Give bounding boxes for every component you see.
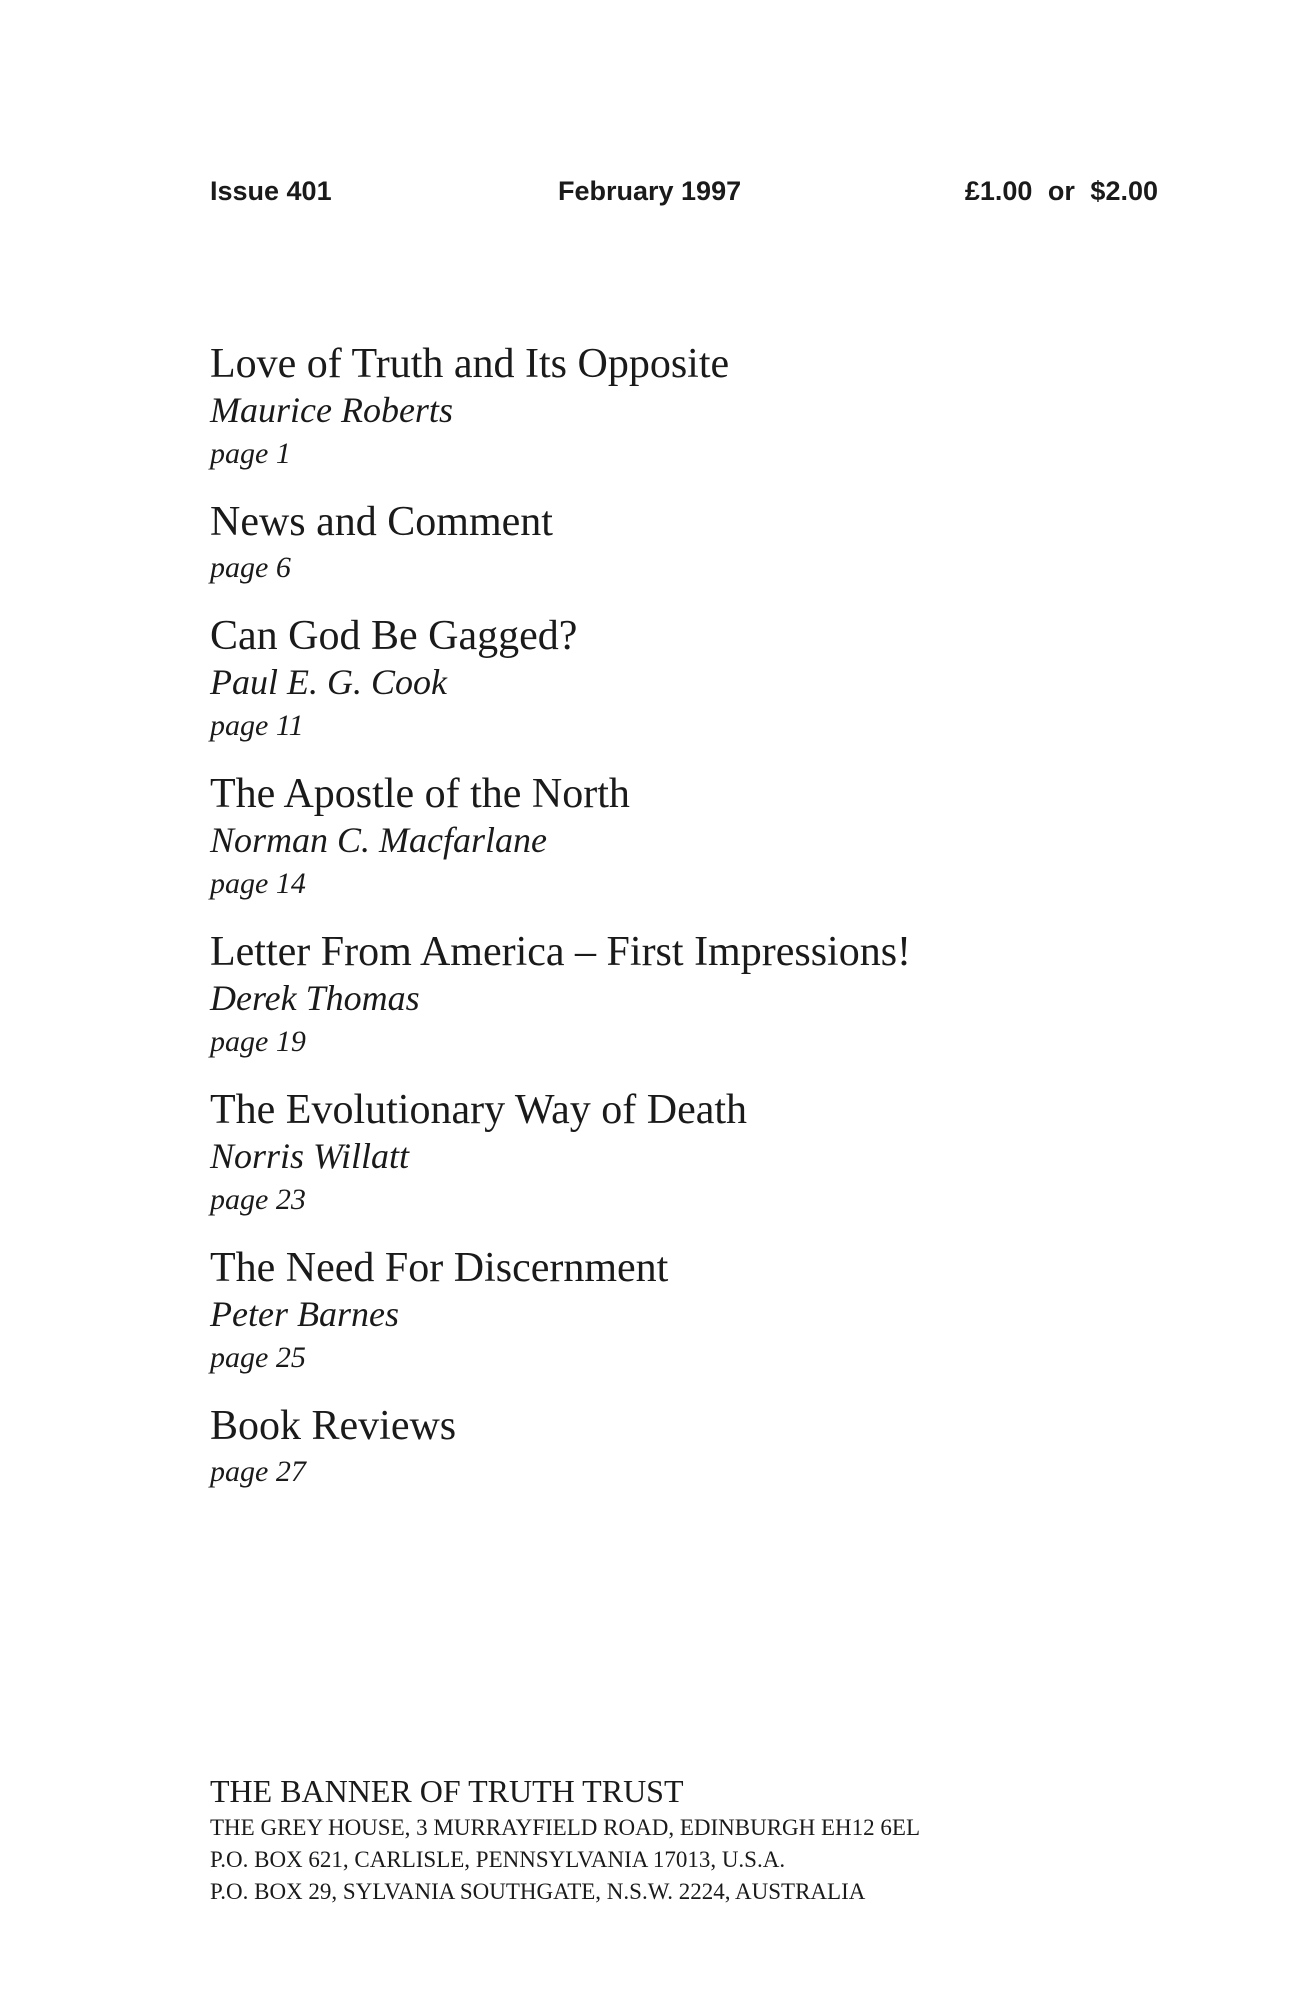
issue-price: £1.00 or $2.00 [964,176,1158,206]
article-page: page 25 [210,1341,306,1374]
toc-entry [210,1402,1210,1494]
toc-entry [210,498,1210,590]
article-page: page 27 [210,1455,306,1488]
article-page: page 11 [210,709,304,742]
article-author: Norris Willatt [210,1136,410,1176]
article-author: Maurice Roberts [210,390,453,430]
issue-header [210,176,1158,216]
article-title: News and Comment [210,499,553,545]
article-title: The Evolutionary Way of Death [210,1087,748,1133]
article-page: page 14 [210,867,306,900]
toc-entry [210,928,1210,1064]
article-title: Letter From America – First Impressions! [210,929,912,975]
toc-entry [210,770,1210,906]
article-title: Book Reviews [210,1403,457,1449]
toc-entry [210,340,1210,476]
publisher-address: P.O. BOX 29, SYLVANIA SOUTHGATE, N.S.W. 2224, AUSTRALIA [210,1879,866,1904]
article-title: The Apostle of the North [210,771,630,817]
issue-date: February 1997 [558,176,742,206]
publisher-address: P.O. BOX 621, CARLISLE, PENNSYLVANIA 17013, U.S.A. [210,1847,786,1872]
article-title: Can God Be Gagged? [210,613,578,659]
table-of-contents [210,340,1210,1516]
toc-entry [210,612,1210,748]
toc-entry [210,1244,1210,1380]
toc-entry [210,1086,1210,1222]
article-page: page 23 [210,1183,306,1216]
article-author: Derek Thomas [210,978,420,1018]
publisher-footer [210,1770,1210,1908]
article-title: The Need For Discernment [210,1245,669,1291]
article-page: page 6 [210,551,291,584]
article-author: Peter Barnes [210,1294,399,1334]
article-title: Love of Truth and Its Opposite [210,341,730,387]
article-page: page 19 [210,1025,306,1058]
article-author: Paul E. G. Cook [210,662,447,702]
article-author: Norman C. Macfarlane [210,820,547,860]
publisher-name: THE BANNER OF TRUTH TRUST [210,1773,684,1809]
article-page: page 1 [210,437,291,470]
publisher-address: THE GREY HOUSE, 3 MURRAYFIELD ROAD, EDINBURGH EH12 6EL [210,1815,921,1840]
issue-number: Issue 401 [210,176,332,206]
